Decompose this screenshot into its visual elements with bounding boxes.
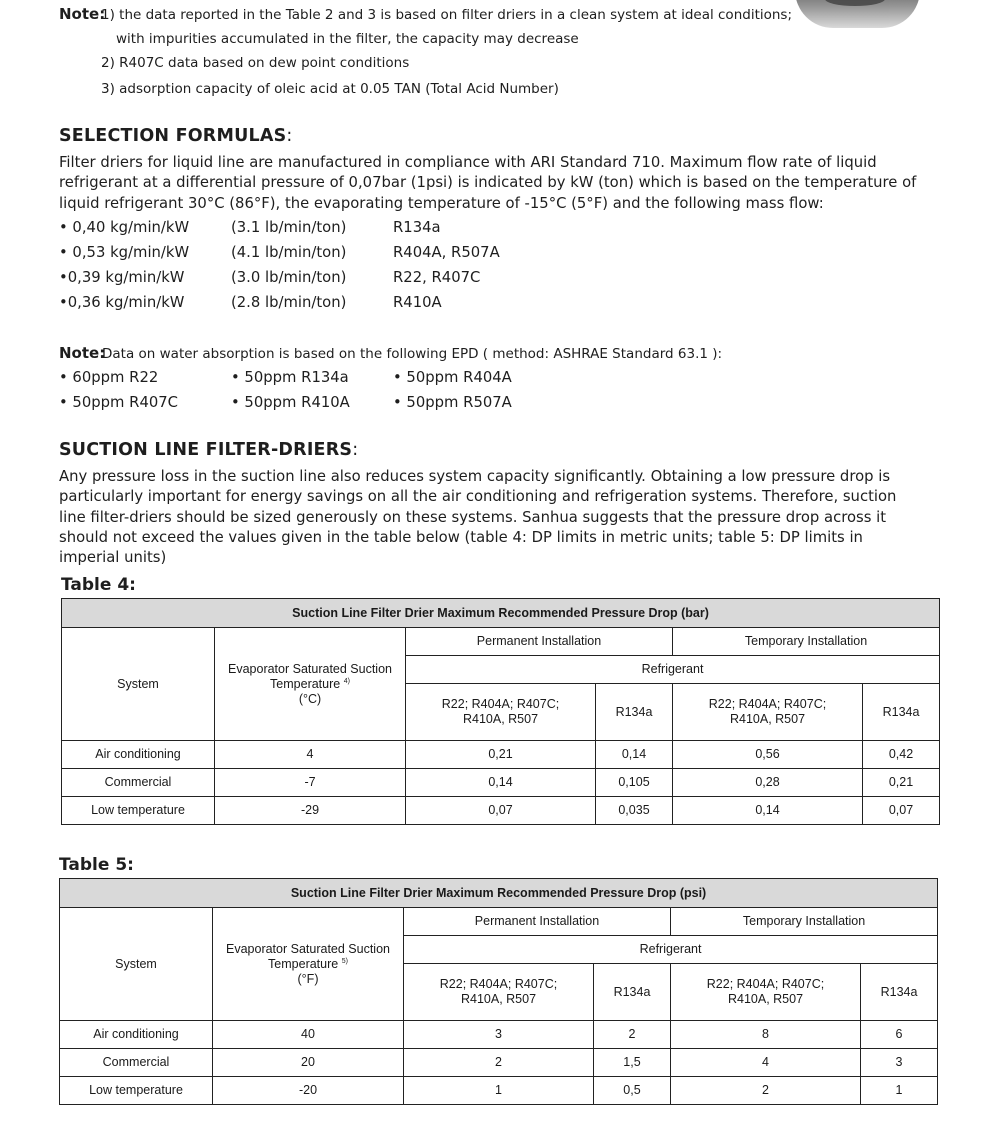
table-cell: Low temperature bbox=[62, 797, 215, 825]
footnote-ref: 4) bbox=[343, 677, 350, 685]
table-row bbox=[60, 1021, 938, 1049]
product-photo bbox=[795, 0, 920, 28]
mass-flow-imperial: (3.0 lb/min/ton) bbox=[231, 269, 347, 286]
table-cell: 0,035 bbox=[596, 797, 673, 825]
table-4-temporary-header: Temporary Installation bbox=[673, 628, 940, 656]
table-4-evap-header bbox=[215, 628, 406, 741]
table-cell: 3 bbox=[861, 1049, 938, 1077]
table-cell: 20 bbox=[213, 1049, 404, 1077]
table-cell: 3 bbox=[404, 1021, 594, 1049]
table-cell: 0,14 bbox=[596, 741, 673, 769]
epd-item: • 50ppm R410A bbox=[231, 394, 350, 411]
table-cell: 4 bbox=[215, 741, 406, 769]
table-4 bbox=[61, 598, 940, 825]
table-4-title: Suction Line Filter Drier Maximum Recommended Pressure Drop (bar) bbox=[62, 599, 940, 628]
water-note-text: Data on water absorption is based on the following EPD ( method: ASHRAE Standard 63.1 ): bbox=[102, 346, 723, 362]
table-cell: 0,5 bbox=[594, 1077, 671, 1105]
ref-group-line2: R410A, R507 bbox=[460, 992, 537, 1006]
table-5-r134a-header: R134a bbox=[861, 964, 938, 1021]
table-cell: 0,07 bbox=[863, 797, 940, 825]
table-cell: 0,21 bbox=[406, 741, 596, 769]
selection-heading-colon: : bbox=[286, 126, 293, 146]
evap-header-temperature: Temperature bbox=[268, 956, 339, 971]
table-4-ref-group-header bbox=[673, 684, 863, 741]
table-row bbox=[60, 1049, 938, 1077]
mass-flow-imperial: (3.1 lb/min/ton) bbox=[231, 219, 347, 236]
suction-heading-text: SUCTION LINE FILTER-DRIERS bbox=[59, 440, 353, 460]
selection-heading bbox=[59, 126, 293, 146]
note-line-3: 3) adsorption capacity of oleic acid at 0.05 TAN (Total Acid Number) bbox=[101, 81, 559, 97]
mass-flow-metric: •0,36 kg/min/kW bbox=[59, 294, 185, 311]
table-row bbox=[62, 769, 940, 797]
note-line-1-continued: with impurities accumulated in the filter, the capacity may decrease bbox=[116, 31, 579, 47]
table-cell: 0,14 bbox=[673, 797, 863, 825]
evap-header-line1: Evaporator Saturated Suction bbox=[228, 661, 392, 676]
mass-flow-metric: •0,39 kg/min/kW bbox=[59, 269, 185, 286]
mass-flow-metric: • 0,53 kg/min/kW bbox=[59, 244, 190, 261]
selection-heading-text: SELECTION FORMULAS bbox=[59, 126, 287, 146]
table-cell: 0,14 bbox=[406, 769, 596, 797]
epd-item: • 50ppm R404A bbox=[393, 369, 512, 386]
epd-item: • 50ppm R507A bbox=[393, 394, 512, 411]
table-4-system-header: System bbox=[62, 628, 215, 741]
table-cell: -29 bbox=[215, 797, 406, 825]
table-cell: 2 bbox=[404, 1049, 594, 1077]
ref-group-line2: R410A, R507 bbox=[727, 992, 804, 1006]
ref-group-line2: R410A, R507 bbox=[462, 712, 539, 726]
table-5-ref-group-header bbox=[671, 964, 861, 1021]
table-cell: 0,42 bbox=[863, 741, 940, 769]
mass-flow-imperial: (4.1 lb/min/ton) bbox=[231, 244, 347, 261]
table-5-title: Suction Line Filter Drier Maximum Recommended Pressure Drop (psi) bbox=[60, 879, 938, 908]
suction-paragraph: Any pressure loss in the suction line also reduces system capacity significantly. Obtaining a low pressure drop is particularly important for energy savings on all the air conditioning and refrigeration systems. Therefore, suction line filter-driers should be sized generously on these systems. Sanhua suggests that the pressure drop across it should not exceed the values given in the table below (table 4: DP limits in metric units; table 5: DP limits in imperial units) bbox=[59, 468, 897, 567]
table-5-ref-group-header bbox=[404, 964, 594, 1021]
table-cell: 0,28 bbox=[673, 769, 863, 797]
table-5-refrigerant-header: Refrigerant bbox=[404, 936, 938, 964]
ref-group-line1: R22; R404A; R407C; bbox=[708, 697, 827, 711]
mass-flow-metric: • 0,40 kg/min/kW bbox=[59, 219, 190, 236]
mass-flow-refrigerant: R410A bbox=[393, 294, 442, 311]
evap-header-line2 bbox=[217, 957, 399, 972]
table-cell: 0,56 bbox=[673, 741, 863, 769]
table-cell: 40 bbox=[213, 1021, 404, 1049]
table-5 bbox=[59, 878, 938, 1105]
water-note-label: Note: bbox=[59, 344, 106, 362]
table-cell: 8 bbox=[671, 1021, 861, 1049]
table-cell: -20 bbox=[213, 1077, 404, 1105]
evap-header-line1: Evaporator Saturated Suction bbox=[226, 941, 390, 956]
mass-flow-refrigerant: R404A, R507A bbox=[393, 244, 500, 261]
table-4-refrigerant-header: Refrigerant bbox=[406, 656, 940, 684]
ref-group-line1: R22; R404A; R407C; bbox=[439, 977, 558, 991]
table-cell: Air conditioning bbox=[62, 741, 215, 769]
suction-heading-colon: : bbox=[352, 440, 359, 460]
note-label: Note: bbox=[59, 5, 106, 23]
ref-group-line1: R22; R404A; R407C; bbox=[706, 977, 825, 991]
table-cell: -7 bbox=[215, 769, 406, 797]
table-cell: 0,21 bbox=[863, 769, 940, 797]
table-cell: 2 bbox=[671, 1077, 861, 1105]
table-cell: Low temperature bbox=[60, 1077, 213, 1105]
table-cell: 6 bbox=[861, 1021, 938, 1049]
table-row bbox=[62, 741, 940, 769]
table-cell: 1,5 bbox=[594, 1049, 671, 1077]
table-row bbox=[62, 797, 940, 825]
suction-heading bbox=[59, 440, 358, 460]
table-5-permanent-header: Permanent Installation bbox=[404, 908, 671, 936]
table-cell: Commercial bbox=[60, 1049, 213, 1077]
evap-header-unit: (°C) bbox=[298, 691, 322, 706]
evap-header-temperature: Temperature bbox=[270, 676, 341, 691]
mass-flow-imperial: (2.8 lb/min/ton) bbox=[231, 294, 347, 311]
mass-flow-refrigerant: R22, R407C bbox=[393, 269, 481, 286]
table-4-r134a-header: R134a bbox=[596, 684, 673, 741]
table-5-system-header: System bbox=[60, 908, 213, 1021]
table-5-evap-header bbox=[213, 908, 404, 1021]
selection-paragraph: Filter driers for liquid line are manufactured in compliance with ARI Standard 710. Maximum flow rate of liquid refrigerant at a differential pressure of 0,07bar (1psi) is indicated by kW (ton) which is based on the temperature of liquid refrigerant 30°C (86°F), the evaporating temperature of -15°C (5°F) and the following mass flow: bbox=[59, 154, 917, 212]
epd-item: • 60ppm R22 bbox=[59, 369, 159, 386]
table-5-caption: Table 5: bbox=[59, 855, 134, 875]
table-cell: Commercial bbox=[62, 769, 215, 797]
ref-group-line2: R410A, R507 bbox=[729, 712, 806, 726]
table-row bbox=[60, 1077, 938, 1105]
epd-item: • 50ppm R407C bbox=[59, 394, 179, 411]
table-4-r134a-header: R134a bbox=[863, 684, 940, 741]
epd-item: • 50ppm R134a bbox=[231, 369, 349, 386]
table-cell: 0,105 bbox=[596, 769, 673, 797]
evap-header-unit: (°F) bbox=[297, 971, 319, 986]
table-4-permanent-header: Permanent Installation bbox=[406, 628, 673, 656]
table-cell: 1 bbox=[861, 1077, 938, 1105]
table-4-ref-group-header bbox=[406, 684, 596, 741]
table-cell: Air conditioning bbox=[60, 1021, 213, 1049]
table-4-caption: Table 4: bbox=[61, 575, 136, 595]
mass-flow-refrigerant: R134a bbox=[393, 219, 441, 236]
ref-group-line1: R22; R404A; R407C; bbox=[441, 697, 560, 711]
table-5-r134a-header: R134a bbox=[594, 964, 671, 1021]
table-cell: 4 bbox=[671, 1049, 861, 1077]
table-cell: 2 bbox=[594, 1021, 671, 1049]
note-line-2: 2) R407C data based on dew point conditions bbox=[101, 55, 410, 71]
note-line-1: 1) the data reported in the Table 2 and 3 is based on filter driers in a clean system at ideal conditions; bbox=[101, 7, 793, 23]
table-cell: 0,07 bbox=[406, 797, 596, 825]
table-5-temporary-header: Temporary Installation bbox=[671, 908, 938, 936]
table-cell: 1 bbox=[404, 1077, 594, 1105]
evap-header-line2 bbox=[219, 677, 401, 692]
footnote-ref: 5) bbox=[341, 957, 348, 965]
